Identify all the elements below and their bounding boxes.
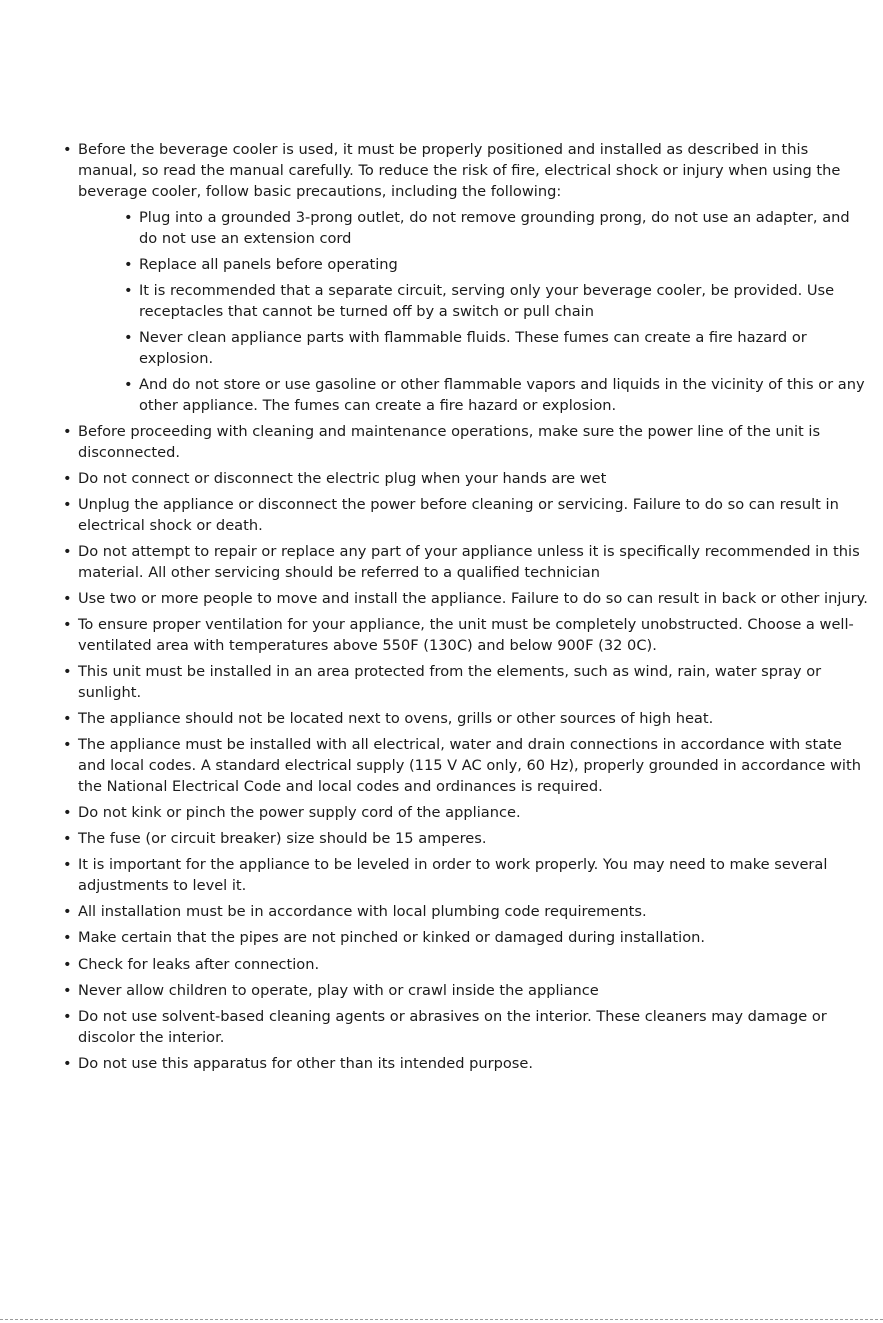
list-item-text: Do not attempt to repair or replace any part of your appliance unless it is specifically recommended in this material. All other servicing should be referred to a qualified technician xyxy=(78,543,860,581)
list-item xyxy=(62,803,872,824)
list-item xyxy=(62,589,872,610)
list-item-text: Make certain that the pipes are not pinched or kinked or damaged during installation. xyxy=(78,929,706,947)
list-item xyxy=(62,735,872,798)
list-item-text: Do not kink or pinch the power supply cord of the appliance. xyxy=(78,804,521,822)
precautions-sublist xyxy=(123,208,872,417)
list-item-text: Before proceeding with cleaning and maintenance operations, make sure the power line of the unit is disconnected. xyxy=(78,423,821,461)
list-item-text: All installation must be in accordance with local plumbing code requirements. xyxy=(78,903,647,921)
sub-list-item-text: Plug into a grounded 3-prong outlet, do not remove grounding prong, do not use an adapter, and do not use an extension cord xyxy=(139,208,850,247)
sub-list-item-text: And do not store or use gasoline or other flammable vapors and liquids in the vicinity of this or any other appliance. The fumes can create a fire hazard or explosion. xyxy=(139,376,865,414)
list-item-text: Do not connect or disconnect the electric plug when your hands are wet xyxy=(78,470,607,487)
list-item-text: The appliance should not be located next to ovens, grills or other sources of high heat. xyxy=(78,710,714,728)
list-item xyxy=(62,1007,872,1049)
list-item xyxy=(62,955,872,976)
sub-list-item-text: It is recommended that a separate circuit, serving only your beverage cooler, be provided. Use receptacles that cannot be turned off by a switch or pull chain xyxy=(139,282,835,320)
safety-instructions-list xyxy=(62,140,872,1080)
list-item xyxy=(62,615,872,657)
list-item-text: This unit must be installed in an area protected from the elements, such as wind, rain, water spray or sunlight. xyxy=(78,663,822,702)
list-item xyxy=(62,495,872,537)
list-item-text: Never allow children to operate, play with or crawl inside the appliance xyxy=(78,981,599,999)
list-item-text: Do not use solvent-based cleaning agents or abrasives on the interior. These cleaners may damage or discolor the interior. xyxy=(78,1007,827,1046)
list-item-text: It is important for the appliance to be leveled in order to work properly. You may need to make several adjustments to level it. xyxy=(78,856,828,895)
list-item-text: The fuse (or circuit breaker) size should be 15 amperes. xyxy=(78,830,487,848)
list-item xyxy=(62,542,872,584)
list-item xyxy=(62,422,872,464)
sub-list-item xyxy=(123,208,872,250)
list-item xyxy=(62,709,872,730)
sub-list-item xyxy=(123,328,872,370)
sub-list-item-text: Replace all panels before operating xyxy=(139,255,398,273)
page-bottom-rule xyxy=(0,1319,883,1320)
list-item xyxy=(62,981,872,1002)
list-item-text: Use two or more people to move and install the appliance. Failure to do so can result in back or other injury. xyxy=(78,590,868,608)
list-item xyxy=(62,829,872,850)
list-item-text: To ensure proper ventilation for your appliance, the unit must be completely unobstructed. Choose a well-ventilated area with temperatures above 550F (130C) and below 900F (32 0C). xyxy=(78,616,854,655)
list-item-text: Before the beverage cooler is used, it must be properly positioned and installed as described in this manual, so read the manual carefully. To reduce the risk of fire, electrical shock or injury when using the beverage cooler, follow basic precautions, including the following: xyxy=(78,141,841,200)
list-item xyxy=(62,662,872,704)
list-item-text: The appliance must be installed with all electrical, water and drain connections in accordance with state and local codes. A standard electrical supply (115 V AC only, 60 Hz), properly grounded in accordance with the National Electrical Code and local codes and ordinances is required. xyxy=(78,736,861,796)
list-item xyxy=(62,1054,872,1075)
list-item-text: Unplug the appliance or disconnect the power before cleaning or servicing. Failure to do so can result in electrical shock or death. xyxy=(78,496,839,534)
sub-list-item xyxy=(123,281,872,323)
list-item xyxy=(62,140,872,417)
sub-list-item xyxy=(123,255,872,276)
list-item-text: Check for leaks after connection. xyxy=(78,955,320,973)
sub-list-item-text: Never clean appliance parts with flammable fluids. These fumes can create a fire hazard or explosion. xyxy=(139,329,807,367)
list-item xyxy=(62,855,872,897)
list-item xyxy=(62,928,872,949)
list-item-text: Do not use this apparatus for other than its intended purpose. xyxy=(78,1054,534,1072)
list-item xyxy=(62,469,872,490)
list-item xyxy=(62,902,872,923)
sub-list-item xyxy=(123,375,872,417)
